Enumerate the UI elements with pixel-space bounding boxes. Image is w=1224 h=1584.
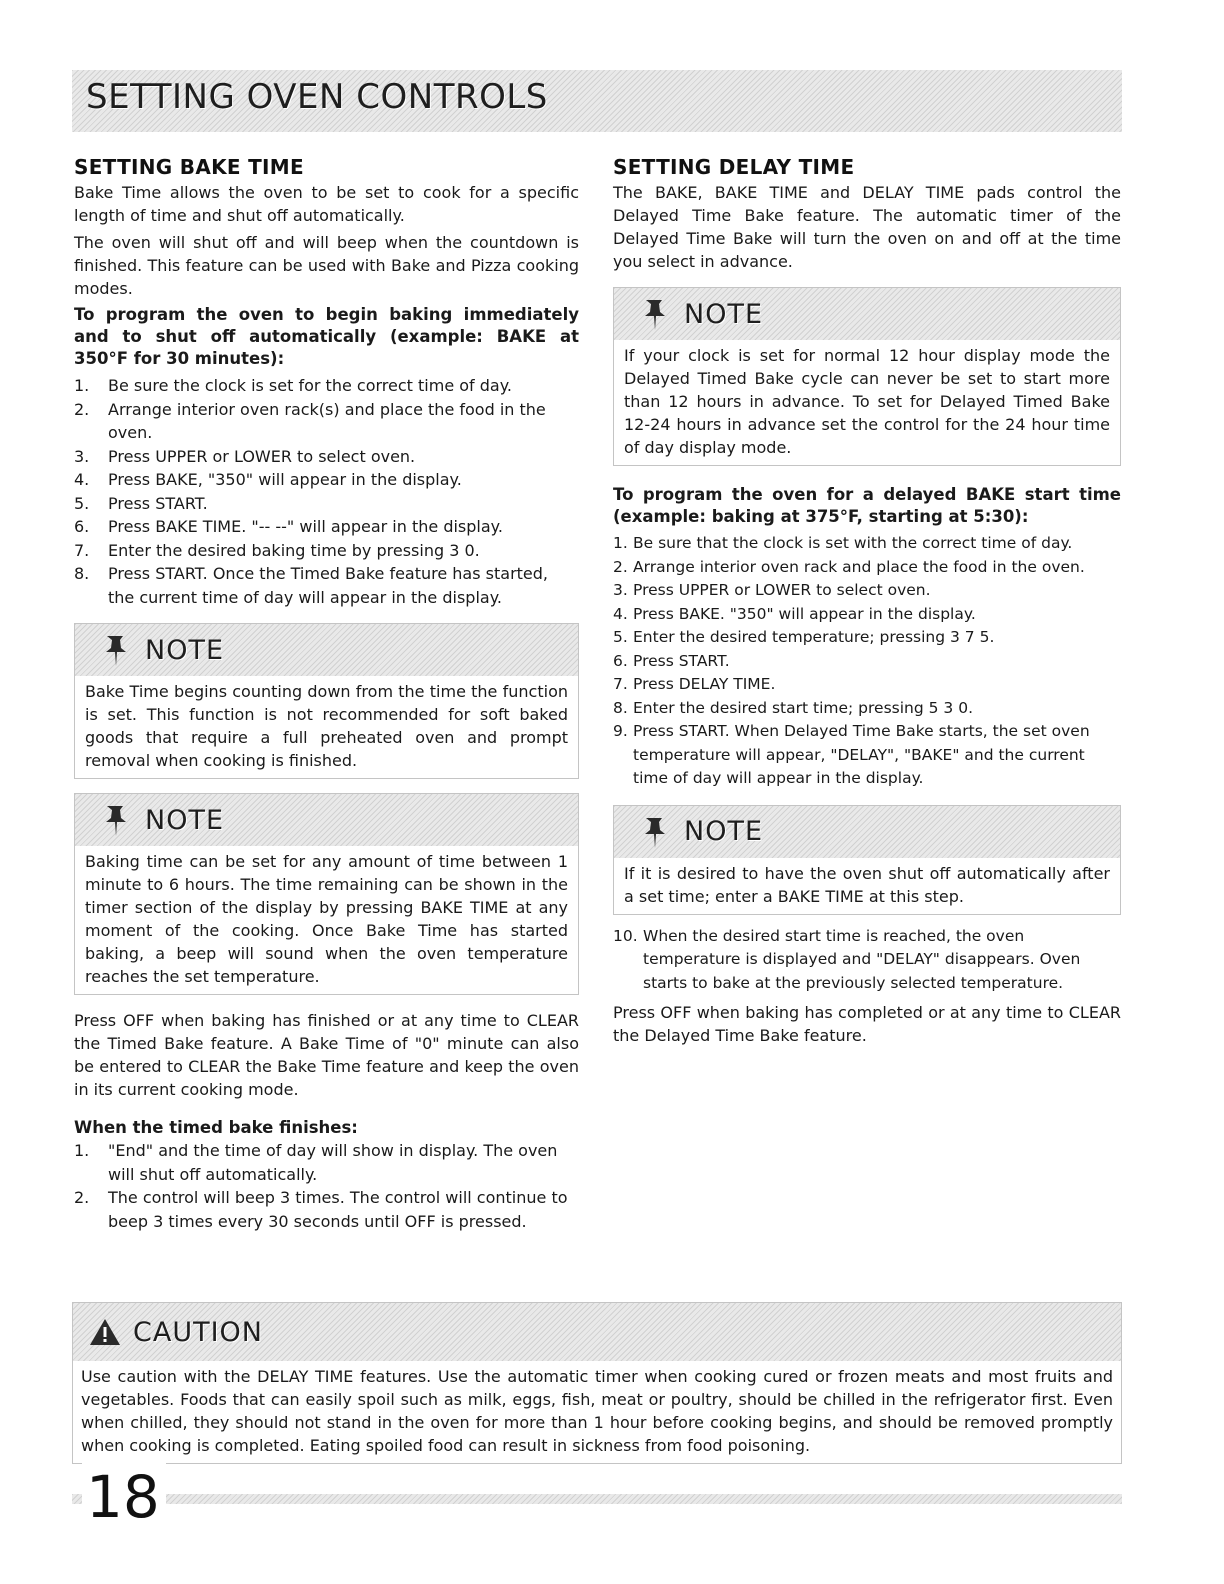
list-item: 6. Press START. bbox=[613, 651, 730, 670]
bake-time-steps bbox=[74, 374, 579, 609]
list-item: 10. When the desired start time is reached, the oven temperature is displayed and "DELAY" disappears. Oven starts to bake at the previously selected temperature. bbox=[613, 926, 1081, 992]
note-title: NOTE bbox=[684, 816, 764, 847]
list-item: 5. Press START. bbox=[74, 493, 208, 513]
timed-bake-finish-heading: When the timed bake finishes: bbox=[74, 1118, 358, 1137]
note-header bbox=[75, 624, 578, 676]
note-text: Bake Time begins counting down from the time the function is set. This function is not recommended for soft baked goods that require a full preheated oven and prompt removal when cooking is finished. bbox=[85, 682, 568, 770]
delay-time-heading: SETTING DELAY TIME bbox=[613, 155, 855, 179]
list-item: 8. Press START. Once the Timed Bake feature has started, the current time of day will appear in the display. bbox=[74, 564, 549, 607]
pushpin-icon bbox=[103, 633, 129, 667]
delay-time-note-2 bbox=[613, 805, 1121, 915]
bake-time-off-paragraph: Press OFF when baking has finished or at any time to CLEAR the Timed Bake feature. A Bake Time of "0" minute can also be entered to CLEAR the Bake Time feature and keep the oven in its current cooking mode. bbox=[74, 1011, 579, 1099]
right-column bbox=[613, 155, 1121, 1051]
list-item: 1. Be sure the clock is set for the correct time of day. bbox=[74, 376, 512, 395]
list-item: 4. Press BAKE. "350" will appear in the display. bbox=[613, 604, 976, 623]
note-text: If it is desired to have the oven shut off automatically after a set time; enter a BAKE TIME at this step. bbox=[624, 863, 1110, 906]
bake-time-heading: SETTING BAKE TIME bbox=[74, 155, 304, 179]
pushpin-icon bbox=[103, 803, 129, 837]
timed-bake-finish-steps bbox=[74, 1139, 579, 1233]
note-title: NOTE bbox=[145, 804, 225, 836]
list-item: 2. Arrange interior oven rack(s) and place the food in the oven. bbox=[74, 399, 546, 442]
page-title: SETTING OVEN CONTROLS bbox=[86, 77, 548, 117]
note-header bbox=[614, 288, 1120, 340]
pushpin-icon bbox=[642, 815, 668, 849]
warning-triangle-icon bbox=[89, 1318, 121, 1346]
page-number: 18 bbox=[82, 1462, 166, 1532]
note-text: Baking time can be set for any amount of time between 1 minute to 6 hours. The time remaining can be shown in the timer section of the display by pressing BAKE TIME at any moment of the cooking. Once Bake Time has started baking, a beep will sound when the oven temperature reaches the set temperature. bbox=[85, 852, 568, 986]
bake-time-note-1 bbox=[74, 623, 579, 779]
bake-time-note-2 bbox=[74, 793, 579, 995]
list-item: 9. Press START. When Delayed Time Bake starts, the set oven temperature will appear, "DELAY", "BAKE" and the current time of day will appear in the display. bbox=[613, 722, 1090, 787]
list-item: 3. Press UPPER or LOWER to select oven. bbox=[74, 446, 416, 466]
bake-time-intro-1: Bake Time allows the oven to be set to cook for a specific length of time and shut off automatically. bbox=[74, 183, 579, 225]
delay-time-note-1 bbox=[613, 287, 1121, 466]
caution-box bbox=[72, 1302, 1122, 1464]
page-title-banner bbox=[72, 70, 1122, 132]
pushpin-icon bbox=[642, 297, 668, 331]
list-item: 6. Press BAKE TIME. "-- --" will appear in the display. bbox=[74, 517, 503, 536]
note-header bbox=[75, 794, 578, 846]
delay-time-steps bbox=[613, 532, 1121, 791]
list-item: 2. Arrange interior oven rack and place the food in the oven. bbox=[613, 557, 1085, 576]
caution-title: CAUTION bbox=[133, 1316, 263, 1348]
bake-time-intro-2: The oven will shut off and will beep when the countdown is finished. This feature can be used with Bake and Pizza cooking modes. bbox=[74, 233, 579, 298]
list-item: 4. Press BAKE, "350" will appear in the display. bbox=[74, 470, 462, 489]
list-item: 8. Enter the desired start time; pressing 5 3 0. bbox=[613, 698, 974, 717]
footer-rule bbox=[72, 1494, 1122, 1504]
list-item: 2. The control will beep 3 times. The control will continue to beep 3 times every 30 seconds until OFF is pressed. bbox=[74, 1188, 568, 1231]
left-column bbox=[74, 155, 579, 1233]
list-item: 7. Enter the desired baking time by pressing 3 0. bbox=[74, 540, 480, 560]
list-item: 7. Press DELAY TIME. bbox=[613, 675, 776, 693]
list-item: 1. "End" and the time of day will show in display. The oven will shut off automatically. bbox=[74, 1141, 558, 1184]
caution-text: Use caution with the DELAY TIME features. Use the automatic timer when cooking cured or frozen meats and most fruits and vegetables. Foods that can easily spoil such as milk, eggs, fish, meat or poultry, should be chilled in the refrigerator first. Even when chilled, they should not stand in the oven for more than 1 hour before cooking begins, and should be removed promptly when cooking is completed. Eating spoiled food can result in sickness from food poisoning. bbox=[81, 1367, 1113, 1455]
delay-time-step-10 bbox=[613, 925, 1121, 996]
note-text: If your clock is set for normal 12 hour display mode the Delayed Timed Bake cycle can never be set to start more than 12 hours in advance. To set for Delayed Timed Bake 12-24 hours in advance set the control for the 24 hour time of day display mode. bbox=[624, 346, 1110, 457]
note-title: NOTE bbox=[684, 298, 764, 330]
delay-time-intro: The BAKE, BAKE TIME and DELAY TIME pads control the Delayed Time Bake feature. The automatic timer of the Delayed Time Bake will turn the oven on and off at the time you select in advance. bbox=[613, 183, 1121, 271]
delay-time-off-paragraph: Press OFF when baking has completed or at any time to CLEAR the Delayed Time Bake feature. bbox=[613, 1003, 1121, 1045]
list-item: 1. Be sure that the clock is set with the correct time of day. bbox=[613, 534, 1073, 552]
note-title: NOTE bbox=[145, 634, 225, 666]
delay-time-program-heading: To program the oven for a delayed BAKE start time (example: baking at 375°F, starting at 5:30): bbox=[613, 485, 1121, 526]
list-item: 5. Enter the desired temperature; pressing 3 7 5. bbox=[613, 628, 995, 646]
caution-header bbox=[73, 1303, 1121, 1361]
bake-time-program-heading: To program the oven to begin baking immediately and to shut off automatically (example: BAKE at 350°F for 30 minutes): bbox=[74, 305, 579, 368]
list-item: 3. Press UPPER or LOWER to select oven. bbox=[613, 581, 931, 599]
note-header bbox=[614, 806, 1120, 858]
